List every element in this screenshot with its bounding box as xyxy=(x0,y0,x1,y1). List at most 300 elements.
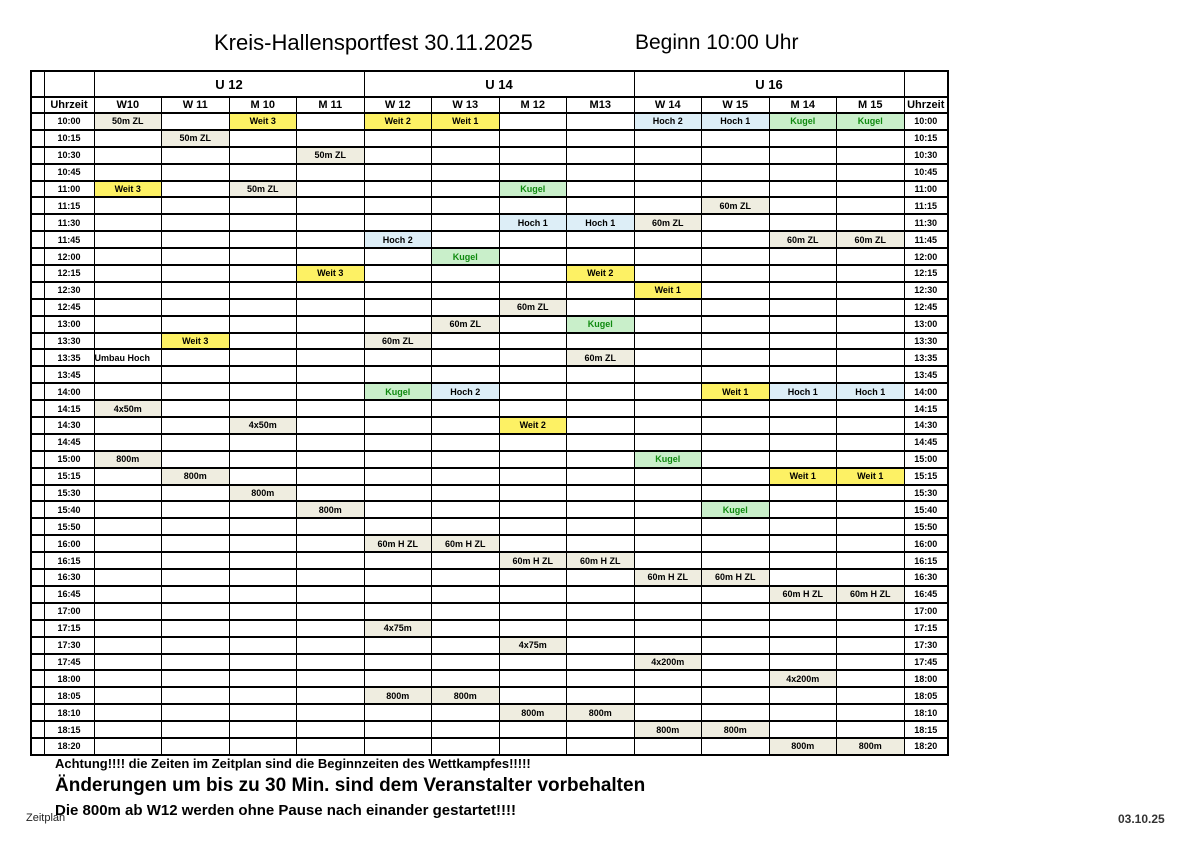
cell-m15-18-10 xyxy=(837,704,905,721)
row-margin-cell xyxy=(31,535,44,552)
cell-w14-13-35 xyxy=(634,349,702,366)
time-cell-right: 11:30 xyxy=(904,214,948,231)
cell-w14-11-15 xyxy=(634,197,702,214)
start-time-label: Beginn 10:00 Uhr xyxy=(635,31,799,54)
cell-w10-16-15 xyxy=(94,552,162,569)
cell-w12-17-30 xyxy=(364,637,432,654)
cell-w11-15-30 xyxy=(162,485,230,502)
cell-m15-15-15: Weit 1 xyxy=(837,468,905,485)
cell-m13-16-45 xyxy=(567,586,635,603)
cell-w10-12-45 xyxy=(94,299,162,316)
time-cell-left: 10:00 xyxy=(44,113,94,130)
cell-m11-17-15 xyxy=(297,620,365,637)
row-margin-cell xyxy=(31,231,44,248)
cell-w13-13-45 xyxy=(432,366,500,383)
schedule-row-17-45 xyxy=(31,654,948,671)
cell-w10-15-15 xyxy=(94,468,162,485)
row-margin-cell xyxy=(31,349,44,366)
cell-w15-10-45 xyxy=(702,164,770,181)
cell-w13-16-15 xyxy=(432,552,500,569)
cell-w12-11-00 xyxy=(364,181,432,198)
cell-m15-13-45 xyxy=(837,366,905,383)
cell-w12-12-30 xyxy=(364,282,432,299)
cell-w14-10-30 xyxy=(634,147,702,164)
cell-w12-14-15 xyxy=(364,400,432,417)
cell-m10-17-30 xyxy=(229,637,297,654)
schedule-row-16-45 xyxy=(31,586,948,603)
cell-m13-13-30 xyxy=(567,333,635,350)
schedule-row-10-15 xyxy=(31,130,948,147)
cell-w10-18-15 xyxy=(94,721,162,738)
cell-m14-11-15 xyxy=(769,197,837,214)
time-cell-right: 18:10 xyxy=(904,704,948,721)
col-header-w13: W 13 xyxy=(432,97,500,113)
time-cell-right: 13:45 xyxy=(904,366,948,383)
col-header-m15: M 15 xyxy=(837,97,905,113)
cell-w13-15-00 xyxy=(432,451,500,468)
schedule-row-17-00 xyxy=(31,603,948,620)
cell-m10-14-45 xyxy=(229,434,297,451)
cell-m10-15-00 xyxy=(229,451,297,468)
cell-w13-18-00 xyxy=(432,670,500,687)
cell-w12-13-00 xyxy=(364,316,432,333)
cell-m11-13-00 xyxy=(297,316,365,333)
schedule-row-11-30 xyxy=(31,214,948,231)
time-cell-left: 17:15 xyxy=(44,620,94,637)
cell-m11-10-00 xyxy=(297,113,365,130)
row-margin-cell xyxy=(31,164,44,181)
cell-m12-14-15 xyxy=(499,400,567,417)
cell-m11-11-30 xyxy=(297,214,365,231)
cell-w10-18-00 xyxy=(94,670,162,687)
cell-m15-10-00: Kugel xyxy=(837,113,905,130)
cell-w15-10-30 xyxy=(702,147,770,164)
cell-w15-12-45 xyxy=(702,299,770,316)
row-margin-cell xyxy=(31,738,44,755)
col-header-w15: W 15 xyxy=(702,97,770,113)
cell-w13-13-35 xyxy=(432,349,500,366)
cell-w14-10-00: Hoch 2 xyxy=(634,113,702,130)
cell-w11-18-10 xyxy=(162,704,230,721)
cell-m14-18-20: 800m xyxy=(769,738,837,755)
cell-m15-15-30 xyxy=(837,485,905,502)
cell-m14-15-40 xyxy=(769,501,837,518)
cell-w13-10-00: Weit 1 xyxy=(432,113,500,130)
cell-m14-10-00: Kugel xyxy=(769,113,837,130)
cell-m14-17-45 xyxy=(769,654,837,671)
schedule-row-16-30 xyxy=(31,569,948,586)
schedule-row-12-15 xyxy=(31,265,948,282)
cell-w14-15-00: Kugel xyxy=(634,451,702,468)
column-header-row xyxy=(31,97,948,113)
schedule-row-15-50 xyxy=(31,518,948,535)
cell-m13-18-10: 800m xyxy=(567,704,635,721)
cell-m15-15-40 xyxy=(837,501,905,518)
row-margin-cell xyxy=(31,282,44,299)
cell-w15-14-15 xyxy=(702,400,770,417)
cell-m12-11-15 xyxy=(499,197,567,214)
time-cell-left: 11:15 xyxy=(44,197,94,214)
cell-w13-17-45 xyxy=(432,654,500,671)
cell-m11-18-05 xyxy=(297,687,365,704)
cell-w13-17-30 xyxy=(432,637,500,654)
cell-m11-17-30 xyxy=(297,637,365,654)
cell-w11-14-00 xyxy=(162,383,230,400)
cell-w15-15-30 xyxy=(702,485,770,502)
cell-w11-10-45 xyxy=(162,164,230,181)
cell-m13-17-00 xyxy=(567,603,635,620)
cell-m15-12-00 xyxy=(837,248,905,265)
cell-w11-16-30 xyxy=(162,569,230,586)
cell-w15-17-30 xyxy=(702,637,770,654)
cell-m13-13-45 xyxy=(567,366,635,383)
cell-m11-11-45 xyxy=(297,231,365,248)
cell-m12-15-15 xyxy=(499,468,567,485)
cell-m13-15-50 xyxy=(567,518,635,535)
cell-w12-10-15 xyxy=(364,130,432,147)
cell-m15-17-00 xyxy=(837,603,905,620)
cell-w12-13-35 xyxy=(364,349,432,366)
cell-m14-16-15 xyxy=(769,552,837,569)
time-cell-right: 14:45 xyxy=(904,434,948,451)
cell-m12-13-00 xyxy=(499,316,567,333)
cell-m13-15-15 xyxy=(567,468,635,485)
cell-m13-10-15 xyxy=(567,130,635,147)
cell-m14-15-50 xyxy=(769,518,837,535)
cell-w15-11-15: 60m ZL xyxy=(702,197,770,214)
cell-w12-15-30 xyxy=(364,485,432,502)
time-cell-right: 13:00 xyxy=(904,316,948,333)
cell-w13-13-00: 60m ZL xyxy=(432,316,500,333)
cell-w13-12-45 xyxy=(432,299,500,316)
row-margin-cell xyxy=(31,113,44,130)
cell-w12-12-00 xyxy=(364,248,432,265)
cell-m10-16-30 xyxy=(229,569,297,586)
cell-w15-14-45 xyxy=(702,434,770,451)
cell-m10-10-45 xyxy=(229,164,297,181)
cell-w15-18-05 xyxy=(702,687,770,704)
cell-m14-17-30 xyxy=(769,637,837,654)
cell-m14-16-00 xyxy=(769,535,837,552)
cell-m12-10-45 xyxy=(499,164,567,181)
time-cell-left: 14:30 xyxy=(44,417,94,434)
cell-m11-16-15 xyxy=(297,552,365,569)
cell-m11-15-40: 800m xyxy=(297,501,365,518)
cell-w12-13-30: 60m ZL xyxy=(364,333,432,350)
cell-w14-15-15 xyxy=(634,468,702,485)
note-begin-times: Achtung!!!! die Zeiten im Zeitplan sind die Beginnzeiten des Wettkampfes!!!!! xyxy=(55,756,531,771)
cell-w13-18-15 xyxy=(432,721,500,738)
cell-w11-14-30 xyxy=(162,417,230,434)
cell-m15-14-15 xyxy=(837,400,905,417)
time-cell-right: 10:00 xyxy=(904,113,948,130)
cell-w10-13-30 xyxy=(94,333,162,350)
time-cell-left: 17:30 xyxy=(44,637,94,654)
cell-w10-17-45 xyxy=(94,654,162,671)
cell-m11-14-30 xyxy=(297,417,365,434)
cell-m13-13-35: 60m ZL xyxy=(567,349,635,366)
schedule-row-13-45 xyxy=(31,366,948,383)
cell-w11-14-15 xyxy=(162,400,230,417)
cell-w13-12-30 xyxy=(432,282,500,299)
cell-w14-11-45 xyxy=(634,231,702,248)
time-cell-right: 18:00 xyxy=(904,670,948,687)
cell-m10-16-00 xyxy=(229,535,297,552)
cell-m11-18-10 xyxy=(297,704,365,721)
cell-w11-10-00 xyxy=(162,113,230,130)
cell-m11-12-45 xyxy=(297,299,365,316)
cell-w15-17-45 xyxy=(702,654,770,671)
cell-w15-16-15 xyxy=(702,552,770,569)
cell-m10-11-15 xyxy=(229,197,297,214)
row-margin-cell xyxy=(31,333,44,350)
cell-m10-16-15 xyxy=(229,552,297,569)
cell-w12-16-30 xyxy=(364,569,432,586)
cell-w15-18-10 xyxy=(702,704,770,721)
cell-w10-11-00: Weit 3 xyxy=(94,181,162,198)
col-header-m11: M 11 xyxy=(297,97,365,113)
cell-m12-17-00 xyxy=(499,603,567,620)
cell-m12-18-00 xyxy=(499,670,567,687)
cell-m11-15-30 xyxy=(297,485,365,502)
cell-w13-18-10 xyxy=(432,704,500,721)
cell-w11-17-45 xyxy=(162,654,230,671)
cell-w13-18-05: 800m xyxy=(432,687,500,704)
cell-w11-13-35 xyxy=(162,349,230,366)
cell-m15-17-30 xyxy=(837,637,905,654)
note-changes-reserved: Änderungen um bis zu 30 Min. sind dem Veranstalter vorbehalten xyxy=(55,775,646,796)
cell-m12-16-30 xyxy=(499,569,567,586)
cell-w15-13-30 xyxy=(702,333,770,350)
cell-m15-16-00 xyxy=(837,535,905,552)
row-margin-cell xyxy=(31,687,44,704)
cell-w14-17-15 xyxy=(634,620,702,637)
time-cell-left: 13:30 xyxy=(44,333,94,350)
schedule-row-13-30 xyxy=(31,333,948,350)
col-header-w10: W10 xyxy=(94,97,162,113)
cell-w12-15-15 xyxy=(364,468,432,485)
cell-m14-12-15 xyxy=(769,265,837,282)
cell-w15-11-30 xyxy=(702,214,770,231)
cell-w12-18-00 xyxy=(364,670,432,687)
cell-w14-16-45 xyxy=(634,586,702,603)
cell-w13-16-30 xyxy=(432,569,500,586)
cell-w11-15-40 xyxy=(162,501,230,518)
cell-m15-17-15 xyxy=(837,620,905,637)
cell-w15-13-00 xyxy=(702,316,770,333)
cell-m10-18-10 xyxy=(229,704,297,721)
note-800m-starts: Die 800m ab W12 werden ohne Pause nach einander gestartet!!!! xyxy=(55,802,516,819)
cell-w14-13-30 xyxy=(634,333,702,350)
time-cell-left: 10:45 xyxy=(44,164,94,181)
cell-w11-12-15 xyxy=(162,265,230,282)
cell-m13-15-00 xyxy=(567,451,635,468)
cell-w15-16-45 xyxy=(702,586,770,603)
cell-w10-10-15 xyxy=(94,130,162,147)
cell-w12-17-00 xyxy=(364,603,432,620)
time-cell-left: 12:30 xyxy=(44,282,94,299)
time-cell-left: 12:15 xyxy=(44,265,94,282)
cell-w14-12-30: Weit 1 xyxy=(634,282,702,299)
cell-w13-14-00: Hoch 2 xyxy=(432,383,500,400)
cell-m14-14-45 xyxy=(769,434,837,451)
cell-m10-13-30 xyxy=(229,333,297,350)
schedule-row-13-35 xyxy=(31,349,948,366)
cell-m13-17-30 xyxy=(567,637,635,654)
col-header-m13: M13 xyxy=(567,97,635,113)
cell-w12-17-45 xyxy=(364,654,432,671)
time-cell-right: 15:15 xyxy=(904,468,948,485)
schedule-row-10-45 xyxy=(31,164,948,181)
cell-w13-10-15 xyxy=(432,130,500,147)
cell-w10-12-00 xyxy=(94,248,162,265)
cell-m15-13-35 xyxy=(837,349,905,366)
time-cell-right: 18:20 xyxy=(904,738,948,755)
cell-w10-18-20 xyxy=(94,738,162,755)
cell-m15-12-15 xyxy=(837,265,905,282)
row-margin-cell xyxy=(31,197,44,214)
cell-m10-11-00: 50m ZL xyxy=(229,181,297,198)
cell-m14-12-45 xyxy=(769,299,837,316)
cell-w15-12-30 xyxy=(702,282,770,299)
cell-m15-11-00 xyxy=(837,181,905,198)
time-cell-right: 16:15 xyxy=(904,552,948,569)
cell-w13-11-00 xyxy=(432,181,500,198)
cell-w11-17-00 xyxy=(162,603,230,620)
time-cell-left: 13:45 xyxy=(44,366,94,383)
cell-m15-11-15 xyxy=(837,197,905,214)
cell-m10-11-30 xyxy=(229,214,297,231)
cell-w11-11-30 xyxy=(162,214,230,231)
group-header-u16: U 16 xyxy=(634,71,904,97)
cell-m15-18-00 xyxy=(837,670,905,687)
cell-m13-14-30 xyxy=(567,417,635,434)
cell-m15-18-15 xyxy=(837,721,905,738)
cell-m15-18-20: 800m xyxy=(837,738,905,755)
cell-m13-13-00: Kugel xyxy=(567,316,635,333)
cell-m12-17-15 xyxy=(499,620,567,637)
cell-m10-18-15 xyxy=(229,721,297,738)
schedule-row-18-10 xyxy=(31,704,948,721)
notes-block xyxy=(55,756,645,819)
cell-w11-11-15 xyxy=(162,197,230,214)
cell-m12-15-50 xyxy=(499,518,567,535)
row-margin-cell xyxy=(31,316,44,333)
col-header-w11: W 11 xyxy=(162,97,230,113)
cell-m10-16-45 xyxy=(229,586,297,603)
cell-w11-15-50 xyxy=(162,518,230,535)
cell-m14-14-15 xyxy=(769,400,837,417)
cell-w12-10-00: Weit 2 xyxy=(364,113,432,130)
cell-m12-15-30 xyxy=(499,485,567,502)
time-cell-right: 12:00 xyxy=(904,248,948,265)
row-margin-cell xyxy=(31,670,44,687)
row-margin-cell xyxy=(31,654,44,671)
cell-m12-18-05 xyxy=(499,687,567,704)
cell-w11-16-00 xyxy=(162,535,230,552)
document-date-label: 03.10.25 xyxy=(1118,812,1165,826)
page-title: Kreis-Hallensportfest 30.11.2025 xyxy=(214,30,533,55)
schedule-row-15-30 xyxy=(31,485,948,502)
cell-m12-12-45: 60m ZL xyxy=(499,299,567,316)
group-header-u14: U 14 xyxy=(364,71,634,97)
cell-m10-15-30: 800m xyxy=(229,485,297,502)
cell-w11-12-00 xyxy=(162,248,230,265)
cell-m10-12-00 xyxy=(229,248,297,265)
time-cell-left: 14:15 xyxy=(44,400,94,417)
time-cell-left: 18:20 xyxy=(44,738,94,755)
time-cell-right: 15:40 xyxy=(904,501,948,518)
time-cell-left: 11:30 xyxy=(44,214,94,231)
cell-m15-16-45: 60m H ZL xyxy=(837,586,905,603)
cell-w11-10-30 xyxy=(162,147,230,164)
cell-w11-15-15: 800m xyxy=(162,468,230,485)
cell-w13-15-15 xyxy=(432,468,500,485)
row-margin-cell xyxy=(31,468,44,485)
cell-m10-13-00 xyxy=(229,316,297,333)
cell-m10-13-45 xyxy=(229,366,297,383)
schedule-row-14-30 xyxy=(31,417,948,434)
time-cell-left: 12:00 xyxy=(44,248,94,265)
cell-w13-15-40 xyxy=(432,501,500,518)
time-cell-left: 18:10 xyxy=(44,704,94,721)
cell-w10-10-00: 50m ZL xyxy=(94,113,162,130)
cell-m10-10-00: Weit 3 xyxy=(229,113,297,130)
time-cell-right: 16:00 xyxy=(904,535,948,552)
cell-w11-13-45 xyxy=(162,366,230,383)
cell-m15-10-45 xyxy=(837,164,905,181)
time-cell-left: 15:30 xyxy=(44,485,94,502)
cell-w15-18-00 xyxy=(702,670,770,687)
time-cell-right: 13:30 xyxy=(904,333,948,350)
time-cell-right: 14:00 xyxy=(904,383,948,400)
cell-m12-11-00: Kugel xyxy=(499,181,567,198)
cell-m12-12-00 xyxy=(499,248,567,265)
schedule-row-15-15 xyxy=(31,468,948,485)
cell-m10-15-15 xyxy=(229,468,297,485)
cell-m13-11-15 xyxy=(567,197,635,214)
time-cell-right: 11:45 xyxy=(904,231,948,248)
cell-w13-14-30 xyxy=(432,417,500,434)
cell-m13-10-45 xyxy=(567,164,635,181)
time-cell-right: 18:15 xyxy=(904,721,948,738)
cell-m15-16-30 xyxy=(837,569,905,586)
cell-w15-10-15 xyxy=(702,130,770,147)
cell-w10-16-45 xyxy=(94,586,162,603)
row-margin-cell xyxy=(31,721,44,738)
time-cell-right: 11:00 xyxy=(904,181,948,198)
cell-m14-10-45 xyxy=(769,164,837,181)
cell-m14-15-30 xyxy=(769,485,837,502)
cell-m15-11-30 xyxy=(837,214,905,231)
cell-w11-18-15 xyxy=(162,721,230,738)
cell-w11-15-00 xyxy=(162,451,230,468)
time-cell-left: 13:35 xyxy=(44,349,94,366)
time-cell-right: 10:30 xyxy=(904,147,948,164)
time-cell-left: 18:05 xyxy=(44,687,94,704)
cell-m14-13-45 xyxy=(769,366,837,383)
cell-w15-12-15 xyxy=(702,265,770,282)
col-header-w12: W 12 xyxy=(364,97,432,113)
cell-w11-13-00 xyxy=(162,316,230,333)
cell-m14-14-30 xyxy=(769,417,837,434)
time-cell-left: 16:45 xyxy=(44,586,94,603)
cell-w12-18-10 xyxy=(364,704,432,721)
cell-m12-11-45 xyxy=(499,231,567,248)
cell-m14-18-10 xyxy=(769,704,837,721)
cell-m11-10-30: 50m ZL xyxy=(297,147,365,164)
cell-m11-14-45 xyxy=(297,434,365,451)
